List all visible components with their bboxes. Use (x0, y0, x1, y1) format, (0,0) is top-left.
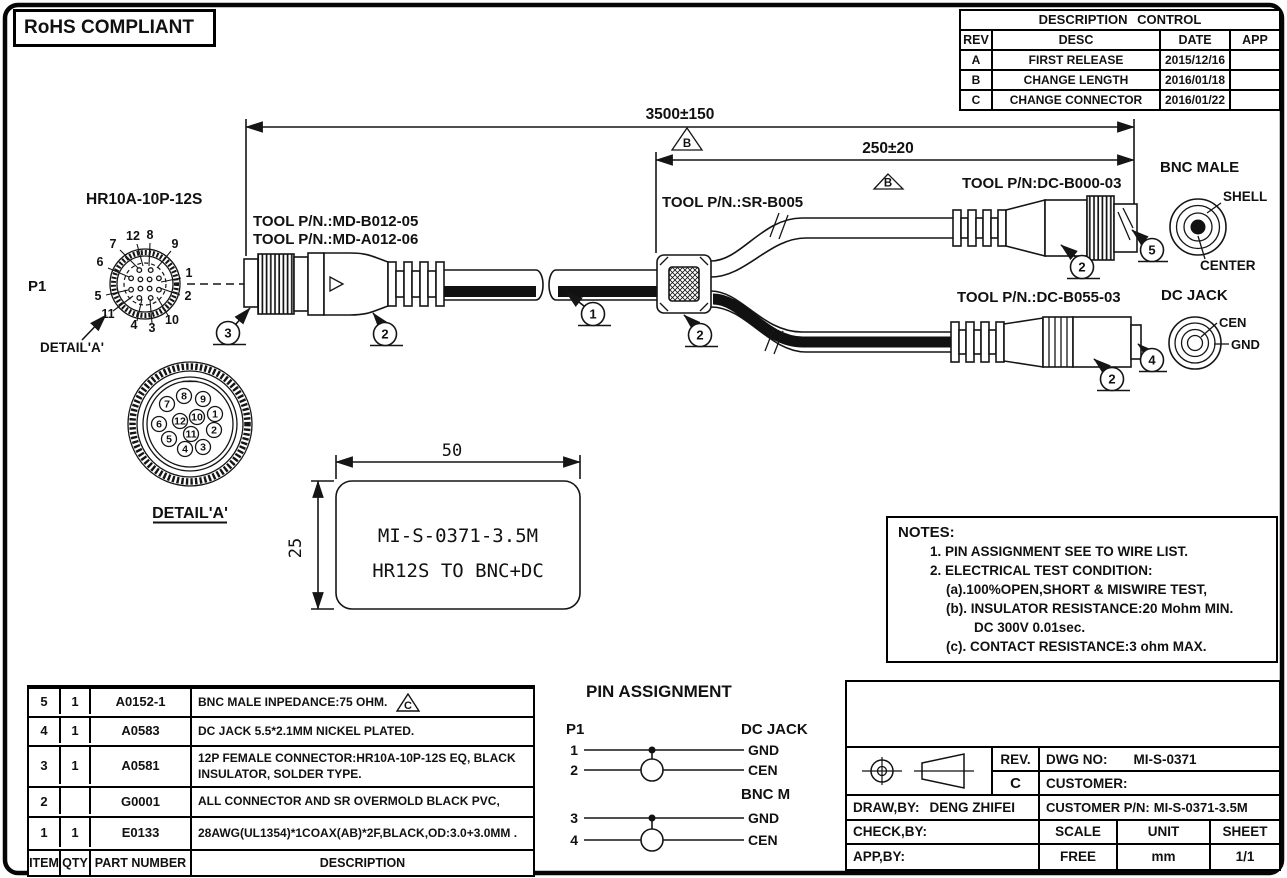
label-width-dim: 50 (441, 441, 463, 461)
pa-pin4: 4 (570, 832, 578, 848)
svg-text:6: 6 (96, 255, 104, 269)
title-block-blank-area (847, 682, 1279, 748)
revision-control-table (959, 9, 1281, 111)
rev-c-date: 2016/01/22 (1159, 89, 1229, 109)
note-line: 2. ELECTRICAL TEST CONDITION: (930, 563, 1153, 578)
bnc-male-label: BNC MALE (1160, 159, 1240, 176)
check-by-cell: CHECK,BY: (847, 821, 1040, 845)
sheet-header-cell: SHEET (1211, 821, 1279, 845)
svg-text:1: 1 (212, 408, 218, 421)
pa-p1-label: P1 (566, 721, 585, 738)
svg-text:5: 5 (1148, 242, 1156, 258)
bom-desc: 12P FEMALE CONNECTOR:HR10A-10P-12S EQ, BLACK INSULATOR, SOLDER TYPE. (190, 745, 533, 786)
rev-label-cell: REV. (993, 748, 1040, 772)
pa-sig2: CEN (748, 762, 778, 778)
bom-part: E0133 (89, 816, 190, 847)
svg-text:1: 1 (589, 306, 597, 322)
svg-text:4: 4 (182, 443, 188, 456)
label-line2: HR12S TO BNC+DC (372, 560, 544, 582)
bom-part: G0001 (89, 786, 190, 814)
detail-callout-label: DETAIL'A' (40, 340, 104, 355)
svg-text:7: 7 (164, 398, 170, 411)
pa-pin3: 3 (570, 810, 578, 826)
svg-text:9: 9 (171, 237, 179, 251)
customer-pn-value: MI-S-0371-3.5M (1153, 799, 1248, 815)
svg-text:3: 3 (148, 321, 156, 335)
svg-text:2: 2 (696, 327, 704, 343)
notes-box (886, 516, 1278, 663)
p1-label: P1 (28, 278, 47, 295)
rev-b-date: 2016/01/18 (1159, 69, 1229, 89)
rev-flag-b: B (682, 138, 692, 150)
bom-item: 3 (29, 745, 59, 784)
dwg-no-value: MI-S-0371 (1133, 751, 1197, 767)
pa-group2-label: BNC M (741, 786, 791, 803)
svg-text:2: 2 (184, 289, 192, 303)
bom-part: A0583 (89, 716, 190, 743)
rohs-label: RoHS COMPLIANT (24, 17, 194, 38)
tool-bnc-label: TOOL P/N:DC-B000-03 (962, 175, 1122, 192)
bom-item: 5 (29, 687, 59, 714)
note-line: (a).100%OPEN,SHORT & MISWIRE TEST, (946, 582, 1208, 597)
bom-desc: 28AWG(UL1354)*1COAX(AB)*2F,BLACK,OD:3.0+3.0MM . (190, 816, 533, 849)
rev-a-date: 2015/12/16 (1159, 49, 1229, 69)
scale-header-cell: SCALE (1040, 821, 1118, 845)
svg-text:11: 11 (185, 428, 197, 441)
label-height-dim: 25 (286, 537, 306, 559)
dim-overall-label: 3500±150 (645, 106, 715, 123)
tool-md1-label: TOOL P/N.:MD-B012-05 (253, 213, 419, 230)
pa-group1-label: DC JACK (741, 721, 808, 738)
rev-c-desc: CHANGE CONNECTOR (991, 89, 1159, 109)
bom-header-qty: QTY (59, 849, 89, 875)
first-angle-projection-icon (852, 750, 986, 792)
bom-qty: 1 (59, 687, 89, 714)
svg-text:11: 11 (101, 307, 115, 321)
bom-item: 4 (29, 716, 59, 743)
rev-b-app (1229, 69, 1279, 89)
gnd-label: GND (1231, 337, 1260, 352)
unit-header-cell: UNIT (1118, 821, 1211, 845)
svg-text:2: 2 (381, 326, 389, 342)
rev-a: A (961, 49, 991, 69)
revision-table-title: DESCRIPTION CONTROL (961, 11, 1279, 31)
pin-assignment-title: PIN ASSIGNMENT (586, 682, 732, 701)
scale-value-cell: FREE (1040, 845, 1118, 869)
bom-desc: ALL CONNECTOR AND SR OVERMOLD BLACK PVC, (190, 786, 533, 816)
bom-header-desc: DESCRIPTION (190, 849, 533, 875)
bnc-center-pin (1191, 220, 1206, 235)
svg-text:2: 2 (1078, 259, 1086, 275)
projection-symbol-cell (847, 748, 993, 796)
bom-header-part: PART NUMBER (89, 849, 190, 875)
rev-value-cell: C (993, 772, 1040, 796)
bom-qty: 1 (59, 816, 89, 847)
bom-header-item: ITEM (29, 849, 59, 875)
bom-qty (59, 786, 89, 814)
rev-flag-triangle (395, 692, 421, 713)
shell-label: SHELL (1223, 189, 1268, 204)
cable-stripe (558, 286, 657, 297)
svg-text:10: 10 (165, 313, 179, 327)
svg-text:1: 1 (185, 266, 193, 280)
app-col-header: APP (1229, 31, 1279, 49)
svg-text:5: 5 (94, 289, 102, 303)
bom-item: 2 (29, 786, 59, 814)
sheet-value-cell: 1/1 (1235, 849, 1255, 865)
svg-text:9: 9 (200, 393, 206, 406)
bill-of-materials-table (27, 685, 535, 877)
app-by-cell: APP,BY: (847, 845, 1040, 869)
rev-a-app (1229, 49, 1279, 69)
svg-text:12: 12 (174, 415, 186, 428)
dc-jack-label: DC JACK (1161, 287, 1228, 304)
note-line: 1. PIN ASSIGNMENT SEE TO WIRE LIST. (930, 544, 1189, 559)
svg-text:7: 7 (109, 237, 117, 251)
customer-pn-label: CUSTOMER P/N: (1046, 799, 1150, 815)
svg-text:6: 6 (156, 418, 162, 431)
unit-value-cell: mm (1118, 845, 1211, 869)
cen-label: CEN (1219, 315, 1247, 330)
dim-branch-label: 250±20 (862, 140, 914, 157)
svg-text:3: 3 (200, 441, 206, 454)
tool-dc-label: TOOL P/N.:DC-B055-03 (957, 289, 1121, 306)
svg-text:4: 4 (130, 318, 138, 332)
detail-a-title: DETAIL'A' (152, 505, 228, 522)
svg-text:8: 8 (146, 228, 154, 242)
draw-by-cell (847, 796, 1040, 820)
date-col-header: DATE (1159, 31, 1229, 49)
bom-qty: 1 (59, 716, 89, 743)
pa-pin1: 1 (570, 742, 578, 758)
cable-stripe (444, 286, 536, 297)
draw-by-label: DRAW,BY: (853, 799, 920, 815)
bom-part: A0152-1 (89, 687, 190, 714)
desc-col-header: DESC (991, 31, 1159, 49)
bom-desc-text: BNC MALE INPEDANCE:75 OHM. (198, 694, 388, 709)
note-line: DC 300V 0.01sec. (974, 620, 1086, 635)
center-label: CENTER (1200, 258, 1256, 273)
label-line1: MI-S-0371-3.5M (377, 525, 539, 547)
pa-sig3: GND (748, 810, 780, 826)
draw-by-value: DENG ZHIFEI (929, 799, 1016, 815)
bom-desc (190, 687, 533, 716)
svg-text:3: 3 (224, 325, 232, 341)
rev-col-header: REV (963, 33, 989, 47)
rev-a-desc: FIRST RELEASE (991, 49, 1159, 69)
rev-c-app (1229, 89, 1279, 109)
rev-b-desc: CHANGE LENGTH (991, 69, 1159, 89)
pa-pin2: 2 (570, 762, 578, 778)
notes-title: NOTES: (898, 524, 955, 541)
rev-c: C (961, 89, 991, 109)
bom-desc: DC JACK 5.5*2.1MM NICKEL PLATED. (190, 716, 533, 745)
rohs-compliant-badge (13, 9, 216, 47)
bom-item: 1 (29, 816, 59, 847)
tool-md2-label: TOOL P/N.:MD-A012-06 (253, 231, 419, 248)
rev-b: B (961, 69, 991, 89)
svg-text:10: 10 (191, 411, 203, 424)
rev-flag-b: B (883, 177, 893, 190)
bom-qty: 1 (59, 745, 89, 784)
customer-cell: CUSTOMER: (1040, 772, 1279, 796)
svg-text:8: 8 (181, 390, 187, 403)
note-line: (c). CONTACT RESISTANCE:3 ohm MAX. (946, 639, 1207, 654)
customer-pn-cell (1040, 796, 1279, 820)
bom-part: A0581 (89, 745, 190, 784)
pa-sig1: GND (748, 742, 780, 758)
svg-text:5: 5 (166, 433, 172, 446)
dwg-no-label: DWG NO: (1046, 751, 1108, 767)
rev-flag-c: C (404, 700, 413, 712)
note-line: (b). INSULATOR RESISTANCE:20 Mohm MIN. (946, 601, 1234, 616)
svg-text:12: 12 (126, 229, 140, 243)
pa-sig4: CEN (748, 832, 778, 848)
connector-name-label: HR10A-10P-12S (86, 191, 203, 208)
svg-text:4: 4 (1148, 352, 1156, 368)
title-block (845, 680, 1281, 871)
tool-sr-label: TOOL P/N.:SR-B005 (662, 194, 804, 211)
dwg-no-cell (1040, 748, 1279, 772)
svg-text:2: 2 (1108, 371, 1116, 387)
svg-text:2: 2 (211, 424, 217, 437)
